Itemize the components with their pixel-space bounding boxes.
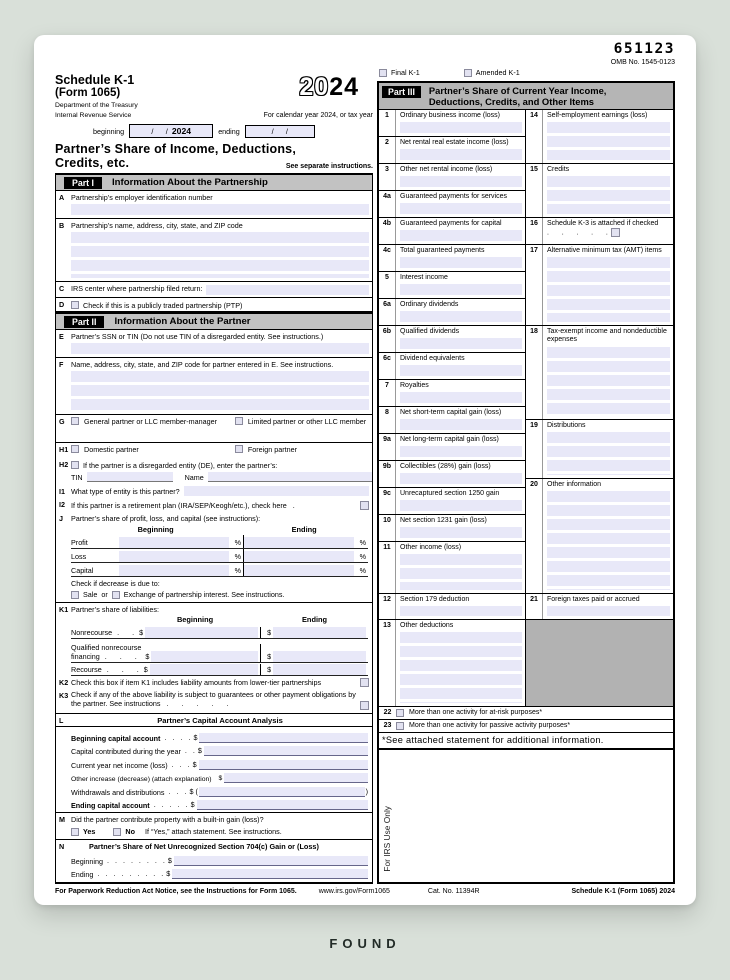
part3-item-18: 18 Tax-exempt income and nondeductible expenses [526, 326, 673, 420]
irs-use-only-label: For IRS Use Only [382, 806, 392, 872]
item-4b-field[interactable] [400, 230, 522, 241]
name-label: Name [184, 473, 204, 483]
part1-badge: Part I [64, 177, 102, 189]
loss-beginning-field[interactable] [119, 551, 229, 562]
tax-year-dates-row [93, 124, 373, 138]
schedule-title: Schedule K-1 [55, 73, 135, 87]
l-table [56, 727, 372, 813]
ending-label: ending [218, 126, 240, 136]
l-row-ending: Ending capital account . . . . . $ [56, 797, 368, 811]
catalog-number: Cat. No. 11394R [427, 888, 480, 896]
sale-label: Sale [83, 590, 98, 600]
part3-item-22: 22 More than one activity for at-risk purposes* [379, 706, 673, 720]
row-g [56, 415, 372, 443]
year-solid: 24 [329, 73, 359, 101]
row-i2: I2 If this partner is a retirement plan (IRA/SEP/Keogh/etc.), check here . [56, 498, 372, 512]
part3-item-6c: 6c Dividend equivalents [379, 353, 525, 380]
row-m-letter: M [59, 815, 65, 825]
nonrecourse-ending-field[interactable] [273, 627, 366, 638]
row-i1-letter: I1 [59, 487, 65, 497]
item-6c-field[interactable] [400, 365, 522, 376]
item-13-field[interactable] [400, 632, 522, 703]
form-number: (Form 1065) [55, 87, 121, 99]
part3-item-12: 12 Section 179 deduction [379, 594, 525, 620]
item-9c-field[interactable] [400, 500, 522, 511]
item-22-label: More than one activity for at-risk purposes* [409, 709, 543, 717]
part3-item-11: 11 Other income (loss) [379, 542, 525, 594]
part3-item-13: 13 Other deductions [379, 620, 525, 706]
found-wordmark: FOUND [329, 936, 401, 951]
withdrawals-field[interactable] [199, 787, 365, 797]
row-e [56, 330, 372, 358]
irs-url: www.irs.gov/Form1065 [318, 888, 390, 896]
item-7-field[interactable] [400, 392, 522, 403]
row-f-label: Name, address, city, state, and ZIP code for partner entered in E. See instructions. [71, 360, 334, 370]
part3-item-16: 16 Schedule K-3 is attached if checked . . . . . [526, 218, 673, 245]
dept-line2: Internal Revenue Service [55, 111, 132, 119]
n-title: Partner’s Share of Net Unrecognized Section 704(c) Gain or (Loss) [89, 842, 319, 852]
part3-item-2: 2 Net rental real estate income (loss) [379, 137, 525, 164]
item-4c-field[interactable] [400, 257, 522, 268]
part3-item-6b: 6b Qualified dividends [379, 326, 525, 353]
decrease-options: Sale or Exchange of partnership interest. See instructions. [56, 588, 372, 603]
part3-item-8: 8 Net short-term capital gain (loss) [379, 407, 525, 434]
j-profit-row: Profit % % [71, 535, 368, 549]
form-k1 [55, 43, 675, 884]
part3-item-21: 21 Foreign taxes paid or accrued [526, 594, 673, 620]
row-k1-label: Partner’s share of liabilities: [71, 605, 160, 615]
irs-use-only-box [379, 750, 673, 882]
row-k2 [56, 676, 372, 689]
qualified-nonrecourse-ending-field[interactable] [273, 651, 366, 662]
profit-beginning-field[interactable] [119, 537, 229, 548]
part3-right-stack [526, 110, 673, 706]
limited-partner-checkbox[interactable] [235, 417, 243, 425]
item-4a-field[interactable] [400, 203, 522, 214]
ptp-checkbox[interactable] [71, 301, 79, 309]
disregarded-entity-checkbox[interactable] [71, 461, 79, 469]
row-k2-label: Check this box if item K1 includes liability amounts from lower-tier partnerships [71, 678, 322, 688]
part2-bar [56, 312, 372, 330]
partnership-address-field[interactable] [71, 232, 369, 278]
form-title-row2 [55, 156, 373, 170]
row-n-letter: N [59, 842, 65, 852]
item-23-label: More than one activity for passive activity purposes* [409, 722, 571, 730]
general-partner-checkbox[interactable] [71, 417, 79, 425]
row-l-letter: L [59, 716, 64, 726]
exchange-label: Exchange of partnership interest. See instructions. [123, 590, 285, 600]
qualified-nonrecourse-beginning-field[interactable] [151, 651, 258, 662]
row-k1 [56, 603, 372, 614]
row-i2-letter: I2 [59, 500, 65, 510]
row-h2-letter: H2 [59, 460, 69, 470]
domestic-partner-label: Domestic partner [84, 445, 139, 455]
row-a [56, 191, 372, 219]
item-18-field[interactable] [547, 347, 670, 416]
tin-label: TIN [71, 473, 83, 483]
row-c-label: IRS center where partnership filed return: [71, 284, 203, 294]
row-k3-letter: K3 [59, 691, 69, 701]
row-h2-label: If the partner is a disregarded entity (DE), enter the partner’s: [83, 460, 278, 470]
part3-item-6a: 6a Ordinary dividends [379, 299, 525, 326]
left-column [55, 43, 373, 884]
row-a-label: Partnership’s employer identification number [71, 193, 213, 203]
row-d [56, 298, 372, 312]
j-beginning-header: Beginning [137, 525, 174, 535]
ein-field[interactable] [71, 204, 369, 215]
foreign-partner-checkbox[interactable] [235, 445, 243, 453]
l-row-other-increase: Other increase (decrease) (attach explanation) $ [56, 770, 368, 784]
part2-title: Information About the Partner [114, 316, 251, 328]
row-d-letter: D [59, 300, 65, 310]
m-note: If “Yes,” attach statement. See instructions. [145, 827, 282, 837]
form-code: 651123 [613, 41, 675, 57]
part3-item-9c: 9c Unrecaptured section 1250 gain [379, 488, 525, 515]
row-e-label: Partner’s SSN or TIN (Do not use TIN of a disregarded entity. See instructions.) [71, 332, 324, 342]
j-ending-header: Ending [291, 525, 317, 535]
row-i1-label: What type of entity is this partner? [71, 487, 180, 497]
builtin-gain-no-checkbox[interactable] [113, 828, 121, 836]
row-k3-label: Check if any of the above liability is subject to guarantees or other payment obligations by the partner. See instructions [71, 690, 356, 708]
part2-badge: Part II [64, 316, 104, 328]
item-9b-field[interactable] [400, 473, 522, 484]
item-14-field[interactable] [547, 122, 670, 160]
recourse-row: Recourse . . . $ $ [71, 663, 368, 676]
j-capital-row: Capital % % [71, 563, 368, 577]
part3-item-4c: 4c Total guaranteed payments [379, 245, 525, 272]
lower-tier-checkbox[interactable] [360, 678, 369, 687]
year-outline: 20 [299, 73, 330, 101]
paperwork-notice: For Paperwork Reduction Act Notice, see the Instructions for Form 1065. [55, 888, 297, 896]
part3-bar [379, 83, 673, 110]
beginning-label: beginning [93, 126, 125, 136]
row-c-letter: C [59, 284, 65, 294]
row-f [56, 358, 372, 415]
sale-checkbox[interactable] [71, 591, 79, 599]
part3-box [377, 81, 675, 884]
row-j [56, 512, 372, 524]
other-increase-field[interactable] [224, 773, 368, 783]
beginning-date-field[interactable]: / / 2024 [129, 124, 213, 138]
part3-badge: Part III [382, 86, 421, 98]
part3-item-10: 10 Net section 1231 gain (loss) [379, 515, 525, 542]
ending-capital-field[interactable] [197, 800, 368, 810]
part3-grid [379, 110, 673, 706]
final-k1-checkbox[interactable] [379, 69, 387, 77]
n-ending-field[interactable] [172, 869, 368, 879]
item-12-field[interactable] [400, 606, 522, 616]
row-d-label: Check if this is a publicly traded partnership (PTP) [83, 300, 243, 310]
de-name-field[interactable] [208, 472, 372, 482]
row-n [56, 840, 372, 851]
item-21-field[interactable] [547, 606, 670, 616]
item-5-field[interactable] [400, 284, 522, 295]
de-tin-field[interactable] [87, 472, 173, 482]
capital-ending-field[interactable] [244, 565, 354, 576]
row-k3: K3 Check if any of the above liability is subject to guarantees or other payment obligations by the partner. See instructions . . . . . [56, 689, 372, 714]
row-b-label: Partnership’s name, address, city, state, and ZIP code [71, 221, 243, 231]
parts-1-2-box [55, 173, 373, 884]
k1-beginning-header: Beginning [176, 615, 214, 625]
part3-item-5: 5 Interest income [379, 272, 525, 299]
domestic-partner-checkbox[interactable] [71, 445, 79, 453]
item-17-field[interactable] [547, 257, 670, 322]
calendar-year-line: For calendar year 2024, or tax year [263, 112, 373, 120]
part3-item-23: 23 More than one activity for passive activity purposes* [379, 720, 673, 734]
qualified-nonrecourse-row: Qualified nonrecourse financing . . . $ $ [71, 639, 368, 663]
n-table [56, 851, 372, 884]
form-paper [34, 35, 696, 905]
item-3-field[interactable] [400, 176, 522, 187]
entity-type-field[interactable] [184, 486, 369, 496]
retirement-plan-checkbox[interactable] [360, 501, 369, 510]
ending-date-field[interactable]: / / [245, 125, 315, 138]
item-2-field[interactable] [400, 149, 522, 160]
part3-item-20: 20 Other information [526, 479, 673, 594]
footer-schedule-id: Schedule K-1 (Form 1065) 2024 [571, 888, 675, 896]
part1-title: Information About the Partnership [112, 177, 268, 189]
recourse-ending-field[interactable] [273, 664, 366, 675]
general-partner-label: General partner or LLC member-manager [84, 417, 218, 427]
item-11-field[interactable] [400, 554, 522, 590]
m-options [56, 825, 372, 840]
part1-bar [56, 173, 372, 191]
capital-contributed-field[interactable] [204, 746, 368, 756]
nonrecourse-row: Nonrecourse . . $ $ [71, 625, 368, 639]
row-g-letter: G [59, 417, 65, 427]
n-row-ending: Ending . . . . . . . . . $ [56, 866, 368, 880]
part3-item-15: 15 Credits [526, 164, 673, 218]
at-risk-checkbox[interactable] [396, 709, 404, 717]
item-6a-field[interactable] [400, 311, 522, 322]
form-footer [55, 888, 675, 895]
nonrecourse-beginning-field[interactable] [145, 627, 258, 638]
item-1-field[interactable] [400, 122, 522, 133]
beginning-capital-field[interactable] [199, 733, 368, 743]
row-j-letter: J [59, 514, 63, 524]
l-title: Partner’s Capital Account Analysis [157, 716, 283, 726]
part3-title: Partner’s Share of Current Year Income, Deductions, Credits, and Other Items [428, 85, 607, 107]
final-k1-label: Final K-1 [391, 68, 420, 77]
codes-row [377, 43, 675, 81]
part3-item-9a: 9a Net long-term capital gain (loss) [379, 434, 525, 461]
irs-center-field[interactable] [206, 285, 369, 295]
item-9a-field[interactable] [400, 446, 522, 457]
see-separate-instructions: See separate instructions. [285, 163, 373, 171]
n-row-beginning: Beginning . . . . . . . . $ [56, 852, 368, 866]
item-6b-field[interactable] [400, 338, 522, 349]
schedule-k3-checkbox[interactable] [611, 228, 620, 237]
item-10-field[interactable] [400, 527, 522, 538]
part3-item-19: 19 Distributions [526, 420, 673, 479]
row-h1 [56, 443, 372, 458]
loss-ending-field[interactable] [244, 551, 354, 562]
k1-table [56, 614, 372, 676]
row-e-letter: E [59, 332, 64, 342]
dept-line1: Department of the Treasury [55, 102, 138, 109]
l-row-net-income: Current year net income (loss) . . . $ [56, 756, 368, 770]
row-h2 [56, 458, 372, 471]
l-row-withdrawals: Withdrawals and distributions . . . $ ( ) [71, 786, 368, 797]
part3-item-9b: 9b Collectibles (28%) gain (loss) [379, 461, 525, 488]
part3-item-14: 14 Self-employment earnings (loss) [526, 110, 673, 164]
row-h1-letter: H1 [59, 445, 69, 455]
row-i2-label: If this partner is a retirement plan (IRA/SEP/Keogh/etc.), check here [71, 500, 287, 510]
builtin-gain-yes-checkbox[interactable] [71, 828, 79, 836]
item-15-field[interactable] [547, 176, 670, 214]
part3-item-1: 1 Ordinary business income (loss) [379, 110, 525, 137]
item-20-field[interactable] [547, 491, 670, 590]
passive-activity-checkbox[interactable] [396, 722, 404, 730]
omb-number: OMB No. 1545-0123 [610, 59, 675, 66]
j-loss-row: Loss % % [71, 549, 368, 563]
current-year-income-field[interactable] [199, 760, 368, 770]
row-k1-letter: K1 [59, 605, 69, 615]
row-c [56, 282, 372, 298]
part3-item-3: 3 Other net rental income (loss) [379, 164, 525, 191]
row-m [56, 813, 372, 825]
foreign-partner-label: Foreign partner [247, 445, 298, 455]
row-i1 [56, 485, 372, 498]
part3-item-4a: 4a Guaranteed payments for services [379, 191, 525, 218]
row-a-letter: A [59, 193, 65, 203]
capital-beginning-field[interactable] [119, 565, 229, 576]
recourse-beginning-field[interactable] [150, 664, 258, 675]
blocked-out-area [526, 620, 673, 706]
amended-k1-checkbox[interactable] [464, 69, 472, 77]
form-title-line2: Credits, etc. [55, 156, 130, 171]
see-attached-note: *See attached statement for additional information. [379, 733, 673, 750]
part3-item-4b: 4b Guaranteed payments for capital [379, 218, 525, 245]
part3-left-stack [379, 110, 526, 706]
tin-name-row [56, 471, 372, 485]
amended-k1-label: Amended K-1 [475, 68, 520, 77]
item-8-field[interactable] [400, 419, 522, 430]
row-j-label: Partner’s share of profit, loss, and capital (see instructions): [71, 514, 261, 524]
row-f-letter: F [59, 360, 64, 370]
j-table [56, 524, 372, 577]
l-row-contributed: Capital contributed during the year . . $ [56, 743, 368, 757]
row-b-letter: B [59, 221, 65, 231]
exchange-checkbox[interactable] [112, 591, 120, 599]
guarantee-checkbox[interactable] [360, 701, 369, 710]
decrease-label: Check if decrease is due to: [71, 579, 160, 589]
row-b [56, 219, 372, 282]
limited-partner-label: Limited partner or other LLC member [247, 417, 367, 427]
profit-ending-field[interactable] [244, 537, 354, 548]
row-m-label: Did the partner contribute property with a built-in gain (loss)? [71, 815, 264, 825]
item-19-field[interactable] [547, 432, 670, 475]
no-label: No [125, 827, 135, 837]
form-id-block [55, 73, 138, 119]
part3-item-7: 7 Royalties [379, 380, 525, 407]
yes-label: Yes [83, 827, 96, 837]
row-l-header [56, 714, 372, 727]
row-k2-letter: K2 [59, 678, 69, 688]
part3-item-17: 17 Alternative minimum tax (AMT) items [526, 245, 673, 326]
k1-ending-header: Ending [302, 615, 328, 625]
partner-tin-field[interactable] [71, 343, 369, 354]
partner-address-field[interactable] [71, 371, 369, 411]
form-title-line1: Partner’s Share of Income, Deductions, [55, 142, 296, 157]
l-row-beginning: Beginning capital account . . . . $ [56, 729, 368, 743]
right-column [377, 43, 675, 884]
n-beginning-field[interactable] [174, 856, 368, 866]
